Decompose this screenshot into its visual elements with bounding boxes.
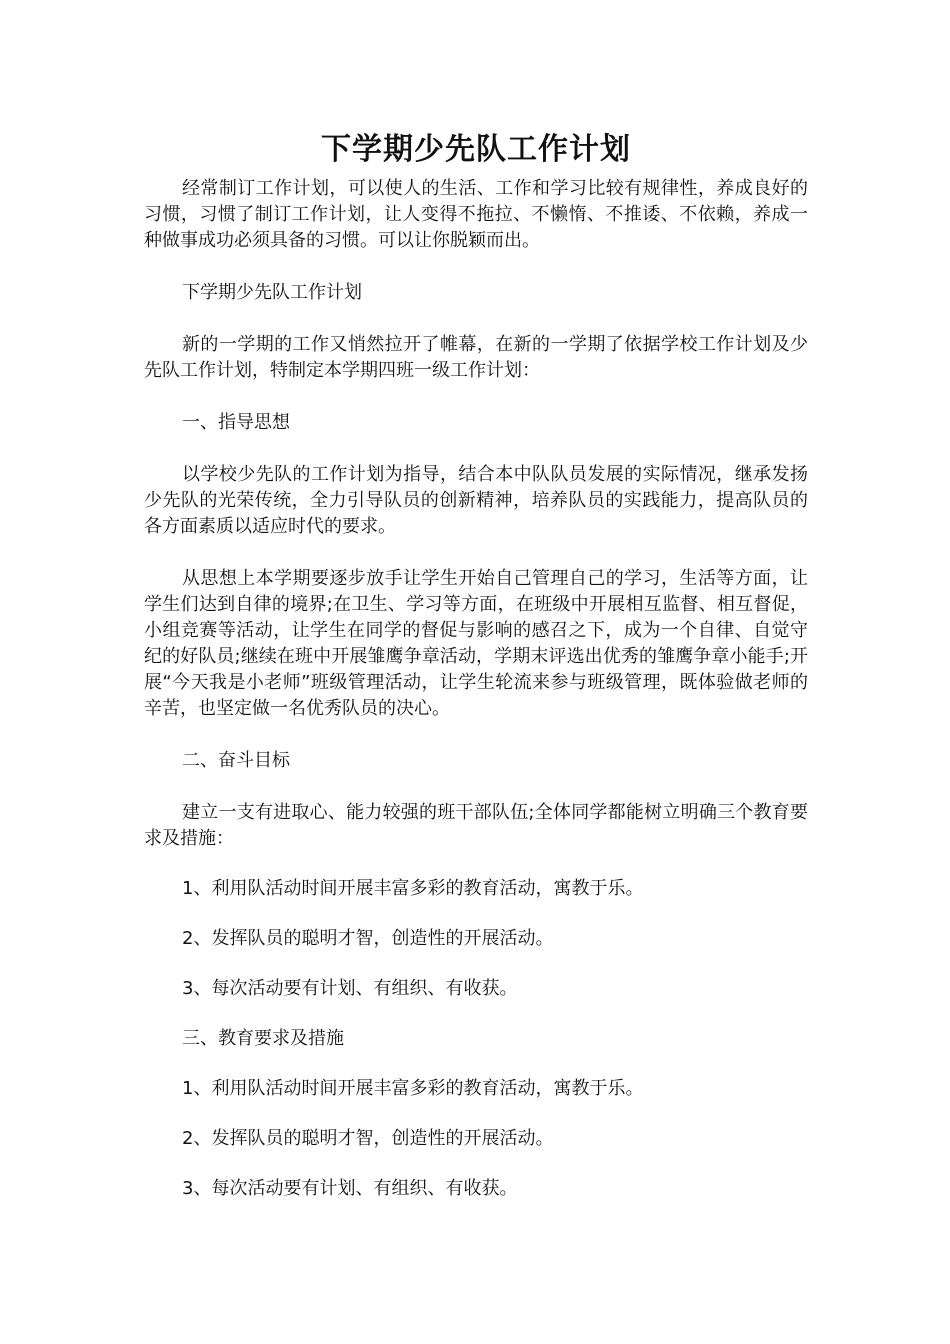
thought-paragraph: 从思想上本学期要逐步放手让学生开始自己管理自己的学习，生活等方面，让学生们达到自律的境界;在卫生、学习等方面，在班级中开展相互监督、相互督促，小组竞赛等活动，让学生在同学的督促与影响的感召之下，成为一个自律、自觉守纪的好队员;继续在班中开展雏鹰争章活动，学期末评选出优秀的雏鹰争章小能手;开展“今天我是小老师”班级管理活动，让学生轮流来参与班级管理，既体验做老师的辛苦，也坚定做一名优秀队员的决心。 bbox=[144, 568, 808, 719]
subtitle-paragraph: 下学期少先队工作计划 bbox=[182, 282, 362, 303]
opening-paragraph: 新的一学期的工作又悄然拉开了帷幕，在新的一学期了依据学校工作计划及少先队工作计划，特制定本学期四班一级工作计划： bbox=[144, 334, 808, 381]
intro-paragraph: 经常制订工作计划，可以使人的生活、工作和学习比较有规律性，养成良好的习惯，习惯了制订工作计划，让人变得不拖拉、不懒惰、不推诿、不依赖，养成一种做事成功必须具备的习惯。可以让你脱颖而出。 bbox=[144, 178, 808, 251]
goals-paragraph: 建立一支有进取心、能力较强的班干部队伍;全体同学都能树立明确三个教育要求及措施： bbox=[144, 802, 808, 849]
guiding-ideology-paragraph: 以学校少先队的工作计划为指导，结合本中队队员发展的实际情况，继承发扬少先队的光荣传统，全力引导队员的创新精神，培养队员的实践能力，提高队员的各方面素质以适应时代的要求。 bbox=[144, 464, 808, 537]
goals-list-item-3: 3、每次活动要有计划、有组织、有收获。 bbox=[182, 978, 518, 999]
goals-list-item-2: 2、发挥队员的聪明才智，创造性的开展活动。 bbox=[182, 928, 554, 949]
measures-list-item-1: 1、利用队活动时间开展丰富多彩的教育活动，寓教于乐。 bbox=[182, 1078, 644, 1099]
section-heading-measures: 三、教育要求及措施 bbox=[182, 1028, 344, 1049]
document-title: 下学期少先队工作计划 bbox=[321, 132, 631, 167]
section-heading-goals: 二、奋斗目标 bbox=[182, 750, 290, 771]
measures-list-item-3: 3、每次活动要有计划、有组织、有收获。 bbox=[182, 1178, 518, 1199]
measures-list-item-2: 2、发挥队员的聪明才智，创造性的开展活动。 bbox=[182, 1128, 554, 1149]
document-page bbox=[144, 128, 808, 1202]
goals-list-item-1: 1、利用队活动时间开展丰富多彩的教育活动，寓教于乐。 bbox=[182, 878, 644, 899]
section-heading-guiding-ideology: 一、指导思想 bbox=[182, 412, 290, 433]
